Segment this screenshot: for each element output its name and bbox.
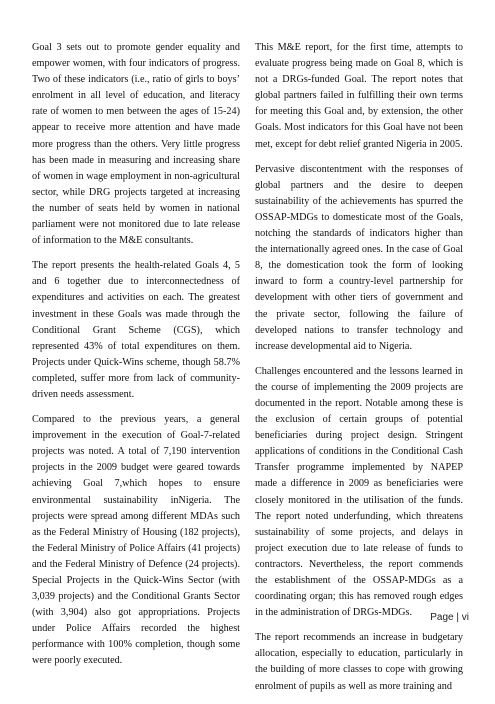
paragraph-domestication: Pervasive discontentment with the responses of global partners and the desire to deepen sustainability of the achievements has spurred the OSSAP-MDGs to domesticate most of the Goals, notching the standards of indicators higher than the internationally agreed ones. In the case of Goal 8, the domestication took the form of looking inward to form a country-level partnership for development with other tiers of government and the private sector, following the failure of developed nations to transfer technology and increase developmental aid to Nigeria. [255,163,463,352]
paragraph-recommendations: The report recommends an increase in budgetary allocation, especially to education, particularly in the building of more classes to cope with growing enrolment of pupils as well as more training and [255,632,463,692]
page-number: Page | vi [430,612,469,623]
paragraph-goal-7: Compared to the previous years, a general improvement in the execution of Goal-7-related projects was noted. A total of 7,190 intervention projects in the 2009 budget were geared towards achieving Goal 7,which hopes to ensure environmental sustainability inNigeria. The projects were spread among different MDAs such as the Federal Ministry of Housing (182 projects), the Federal Ministry of Police Affairs (41 projects) and the Federal Ministry of Defence (24 projects). Special Projects in the Quick-Wins Sector (with 3,039 projects) and the Conditional Grants Sector (with 3,904) also got appropriations. Projects under Police Affairs recorded the highest performance with 100% completion, though some were poorly executed. [32,414,240,667]
paragraph-goal-8: This M&E report, for the first time, attempts to evaluate progress being made on Goal 8, which is not a DRGs-funded Goal. The report notes that global partners failed in fulfilling their own terms for meeting this Goal and, by extension, the other Goals. Most indicators for this Goal have not been met, except for debt relief granted Nigeria in 2005. [255,42,463,150]
paragraph-health-goals: The report presents the health-related Goals 4, 5 and 6 together due to interconnectedness of expenditures and activities on each. The greatest investment in these Goals was made through the Conditional Grant Scheme (CGS), which represented 43% of total expenditures on them. Projects under Quick-Wins scheme, though 58.7% completed, suffer more from lack of community-driven needs assessment. [32,260,240,400]
right-column [255,40,463,704]
left-column [32,40,240,679]
paragraph-challenges: Challenges encountered and the lessons learned in the course of implementing the 2009 projects are documented in the report. Notable among these is the exclusion of certain groups of potential beneficiaries during project design. Stringent applications of conditions in the Conditional Cash Transfer programme implemented by NAPEP made a difference in 2009 as beneficiaries were closely monitored in the utilisation of the funds. The report noted underfunding, which threatens sustainability of some projects, and delays in project execution due to late release of funds to contractors. Nevertheless, the report commends the establishment of the OSSAP-MDGs as a coordinating organ; this has removed rough edges in the administration of DRGs-MDGs. [255,365,463,619]
paragraph-goal-3: Goal 3 sets out to promote gender equality and empower women, with four indicators of progress. Two of these indicators (i.e., ratio of girls to boys’ enrolment in all level of education, and literacy rate of women to men between the ages of 15-24) appear to receive more attention and have made more progress than the others. Very little progress has been made in measuring and increasing share of women in wage employment in non-agricultural sector, while DRG projects targeted at increasing the number of seats held by women in national parliament were not monitored due to late release of information to the M&E consultants. [32,42,240,247]
